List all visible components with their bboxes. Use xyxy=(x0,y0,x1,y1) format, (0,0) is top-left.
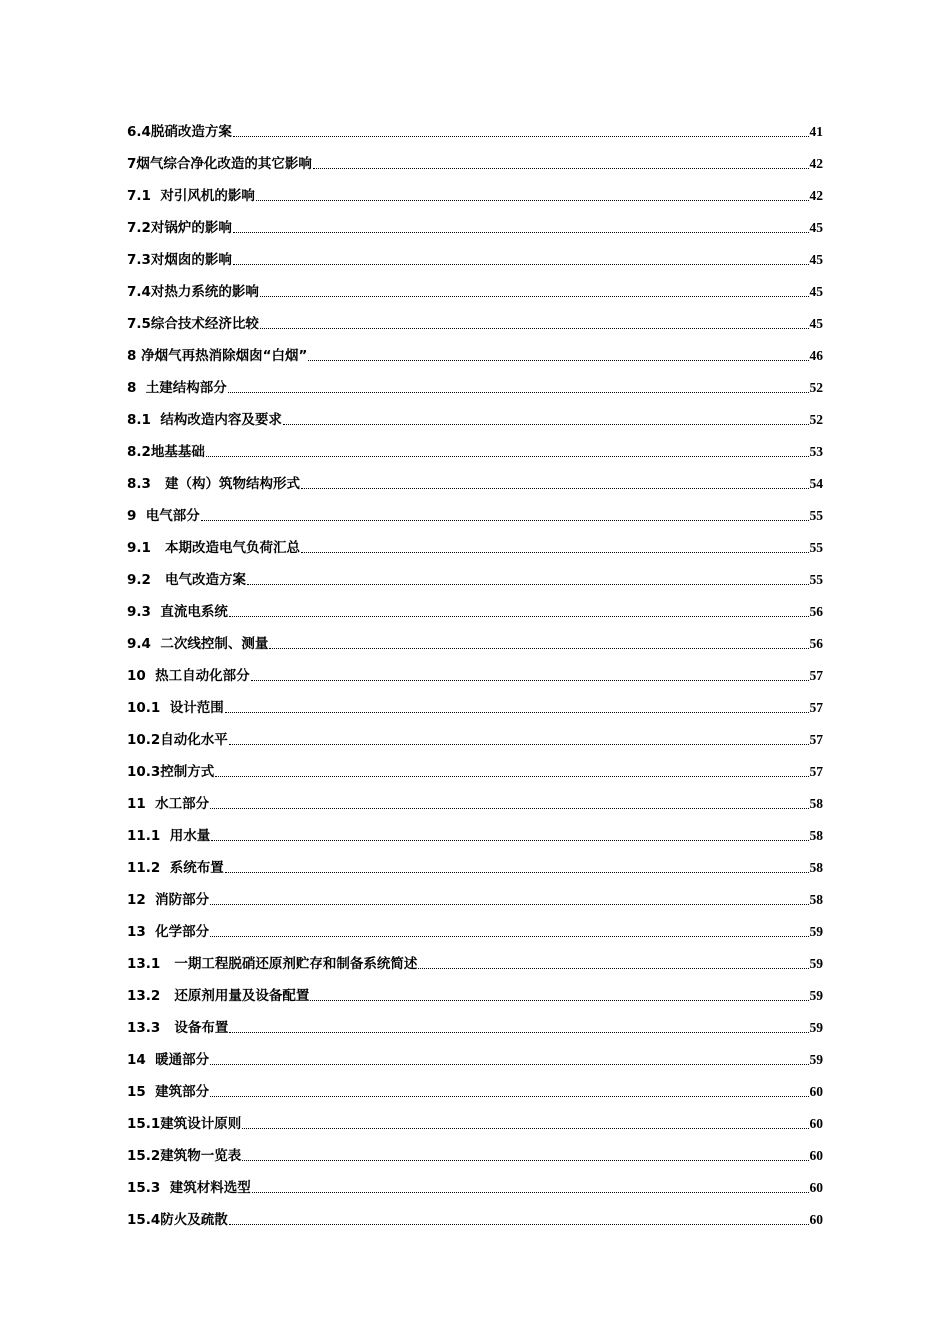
dot-leader xyxy=(201,520,809,521)
toc-entry-page-number: 59 xyxy=(809,1020,823,1035)
toc-entry-title: 15.4防火及疏散 xyxy=(127,1212,228,1228)
toc-entry-title: 7.3对烟囱的影响 xyxy=(127,252,232,268)
toc-entry[interactable] xyxy=(127,1105,823,1137)
dot-leader xyxy=(225,712,809,713)
toc-entry-title: 8.2地基基础 xyxy=(127,444,205,460)
toc-entry-title: 9.1 本期改造电气负荷汇总 xyxy=(127,540,301,556)
toc-entry-title: 9.3 直流电系统 xyxy=(127,604,228,620)
toc-entry-page-number: 60 xyxy=(809,1116,823,1131)
dot-leader xyxy=(269,648,808,649)
toc-entry[interactable] xyxy=(127,465,823,497)
toc-entry-page-number: 60 xyxy=(809,1084,823,1099)
toc-entry-title: 13.3 设备布置 xyxy=(127,1020,229,1036)
toc-entry-page-number: 59 xyxy=(809,924,823,939)
toc-entry[interactable] xyxy=(127,721,823,753)
toc-entry-page-number: 58 xyxy=(809,860,823,875)
toc-entry-title: 7.4对热力系统的影响 xyxy=(127,284,259,300)
toc-entry[interactable] xyxy=(127,1169,823,1201)
toc-entry-title: 15 建筑部分 xyxy=(127,1084,210,1100)
toc-entry-page-number: 45 xyxy=(809,220,823,235)
dot-leader xyxy=(242,1160,808,1161)
toc-entry-page-number: 60 xyxy=(809,1148,823,1163)
toc-entry-page-number: 53 xyxy=(809,444,823,459)
toc-entry[interactable] xyxy=(127,977,823,1009)
toc-entry-title: 15.2建筑物一览表 xyxy=(127,1148,242,1164)
toc-entry-title: 7.5综合技术经济比较 xyxy=(127,316,259,332)
toc-entry-page-number: 55 xyxy=(809,540,823,555)
toc-entry[interactable] xyxy=(127,273,823,305)
toc-entry[interactable] xyxy=(127,913,823,945)
toc-entry-title: 8 净烟气再热消除烟囱“白烟” xyxy=(127,348,308,364)
dot-leader xyxy=(252,1192,809,1193)
toc-entry-page-number: 58 xyxy=(809,828,823,843)
dot-leader xyxy=(233,264,809,265)
toc-entry[interactable] xyxy=(127,209,823,241)
dot-leader xyxy=(210,904,808,905)
table-of-contents xyxy=(127,113,823,1233)
toc-entry[interactable] xyxy=(127,145,823,177)
toc-entry-page-number: 57 xyxy=(809,732,823,747)
toc-entry[interactable] xyxy=(127,1201,823,1233)
toc-entry-title: 11.1 用水量 xyxy=(127,828,211,844)
toc-entry-page-number: 52 xyxy=(809,412,823,427)
dot-leader xyxy=(229,1032,808,1033)
toc-entry-page-number: 46 xyxy=(809,348,823,363)
toc-entry[interactable] xyxy=(127,241,823,273)
toc-entry-page-number: 42 xyxy=(809,188,823,203)
dot-leader xyxy=(283,424,809,425)
toc-entry-title: 6.4脱硝改造方案 xyxy=(127,124,232,140)
dot-leader xyxy=(206,456,809,457)
dot-leader xyxy=(210,1096,808,1097)
toc-entry[interactable] xyxy=(127,817,823,849)
toc-entry-title: 14 暖通部分 xyxy=(127,1052,210,1068)
dot-leader xyxy=(301,488,808,489)
toc-entry-page-number: 57 xyxy=(809,700,823,715)
toc-entry[interactable] xyxy=(127,849,823,881)
toc-entry[interactable] xyxy=(127,945,823,977)
toc-entry-page-number: 54 xyxy=(809,476,823,491)
dot-leader xyxy=(211,840,808,841)
toc-entry-page-number: 45 xyxy=(809,316,823,331)
dot-leader xyxy=(251,680,809,681)
toc-entry[interactable] xyxy=(127,497,823,529)
toc-entry-page-number: 45 xyxy=(809,284,823,299)
toc-entry-page-number: 52 xyxy=(809,380,823,395)
dot-leader xyxy=(229,616,809,617)
toc-entry[interactable] xyxy=(127,1073,823,1105)
dot-leader xyxy=(313,168,809,169)
toc-entry-page-number: 58 xyxy=(809,892,823,907)
toc-entry-title: 9.2 电气改造方案 xyxy=(127,572,247,588)
toc-entry[interactable] xyxy=(127,177,823,209)
dot-leader xyxy=(229,1224,809,1225)
toc-entry[interactable] xyxy=(127,657,823,689)
toc-entry-page-number: 59 xyxy=(809,956,823,971)
toc-entry-title: 13.1 一期工程脱硝还原剂贮存和制备系统简述 xyxy=(127,956,418,972)
toc-entry-title: 11.2 系统布置 xyxy=(127,860,224,876)
toc-entry-page-number: 41 xyxy=(809,124,823,139)
dot-leader xyxy=(308,360,808,361)
dot-leader xyxy=(233,136,809,137)
dot-leader xyxy=(215,776,808,777)
toc-entry-title: 12 消防部分 xyxy=(127,892,210,908)
toc-entry[interactable] xyxy=(127,1137,823,1169)
toc-entry-title: 10.1 设计范围 xyxy=(127,700,224,716)
dot-leader xyxy=(210,808,808,809)
toc-entry-title: 7.2对锅炉的影响 xyxy=(127,220,232,236)
toc-entry[interactable] xyxy=(127,753,823,785)
toc-entry-title: 13.2 还原剂用量及设备配置 xyxy=(127,988,310,1004)
toc-entry-title: 11 水工部分 xyxy=(127,796,210,812)
toc-entry-page-number: 42 xyxy=(809,156,823,171)
dot-leader xyxy=(210,1064,808,1065)
toc-entry[interactable] xyxy=(127,881,823,913)
toc-entry[interactable] xyxy=(127,785,823,817)
dot-leader xyxy=(310,1000,808,1001)
dot-leader xyxy=(233,232,809,233)
toc-entry-page-number: 45 xyxy=(809,252,823,267)
toc-entry-title: 7烟气综合净化改造的其它影响 xyxy=(127,156,312,172)
toc-entry-title: 8 土建结构部分 xyxy=(127,380,227,396)
toc-entry-page-number: 59 xyxy=(809,988,823,1003)
dot-leader xyxy=(210,936,808,937)
toc-entry-title: 10 热工自动化部分 xyxy=(127,668,250,684)
dot-leader xyxy=(228,392,809,393)
toc-entry[interactable] xyxy=(127,561,823,593)
toc-entry-title: 10.2自动化水平 xyxy=(127,732,228,748)
dot-leader xyxy=(242,1128,808,1129)
toc-entry[interactable] xyxy=(127,689,823,721)
toc-entry-page-number: 57 xyxy=(809,668,823,683)
dot-leader xyxy=(225,872,809,873)
dot-leader xyxy=(256,200,809,201)
toc-entry-page-number: 60 xyxy=(809,1180,823,1195)
toc-entry-title: 8.1 结构改造内容及要求 xyxy=(127,412,282,428)
toc-entry[interactable] xyxy=(127,1009,823,1041)
toc-entry[interactable] xyxy=(127,433,823,465)
toc-entry[interactable] xyxy=(127,305,823,337)
dot-leader xyxy=(260,296,809,297)
toc-entry-title: 8.3 建（构）筑物结构形式 xyxy=(127,476,301,492)
toc-entry-title: 7.1 对引风机的影响 xyxy=(127,188,255,204)
toc-entry-title: 9 电气部分 xyxy=(127,508,200,524)
toc-entry-page-number: 56 xyxy=(809,604,823,619)
toc-entry[interactable] xyxy=(127,593,823,625)
dot-leader xyxy=(418,968,808,969)
toc-entry-title: 13 化学部分 xyxy=(127,924,210,940)
toc-entry[interactable] xyxy=(127,529,823,561)
toc-entry[interactable] xyxy=(127,337,823,369)
dot-leader xyxy=(301,552,808,553)
toc-entry-title: 15.3 建筑材料选型 xyxy=(127,1180,251,1196)
dot-leader xyxy=(247,584,808,585)
toc-entry[interactable] xyxy=(127,113,823,145)
toc-entry[interactable] xyxy=(127,625,823,657)
toc-entry-title: 9.4 二次线控制、测量 xyxy=(127,636,269,652)
toc-entry-page-number: 56 xyxy=(809,636,823,651)
toc-entry-page-number: 60 xyxy=(809,1212,823,1227)
toc-entry-page-number: 55 xyxy=(809,572,823,587)
toc-entry-page-number: 59 xyxy=(809,1052,823,1067)
toc-entry-page-number: 55 xyxy=(809,508,823,523)
toc-entry[interactable] xyxy=(127,401,823,433)
toc-entry[interactable] xyxy=(127,369,823,401)
toc-entry-page-number: 57 xyxy=(809,764,823,779)
dot-leader xyxy=(260,328,809,329)
toc-entry-title: 10.3控制方式 xyxy=(127,764,215,780)
toc-entry-page-number: 58 xyxy=(809,796,823,811)
toc-entry-title: 15.1建筑设计原则 xyxy=(127,1116,242,1132)
dot-leader xyxy=(229,744,809,745)
toc-entry[interactable] xyxy=(127,1041,823,1073)
